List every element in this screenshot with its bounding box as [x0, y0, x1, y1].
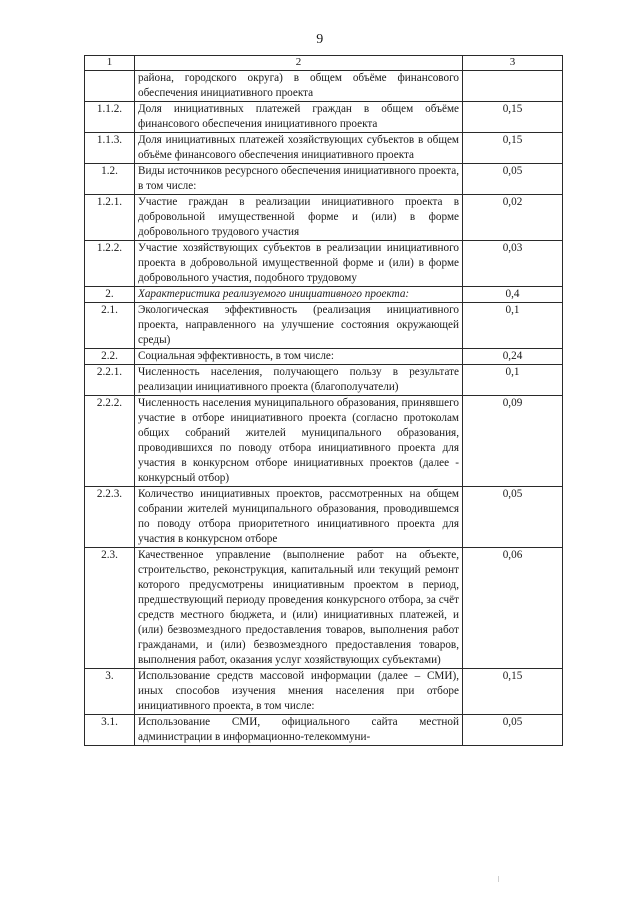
row-weight-value: 0,02: [463, 195, 563, 241]
row-number: 1.2.1.: [85, 195, 135, 241]
row-weight-value: 0,24: [463, 349, 563, 365]
row-criterion-text: Доля инициативных платежей хозяйствующих субъектов в общем объёме финансового обеспечения инициативного проекта: [135, 133, 463, 164]
header-col-1: 1: [85, 56, 135, 71]
page-number: 9: [316, 32, 324, 47]
row-criterion-text: Использование СМИ, официального сайта местной администрации в информационно-телекоммуни-: [135, 715, 463, 746]
row-criterion-text: Численность населения муниципального образования, принявшего участие в отборе инициативного проекта (согласно протоколам общих собраний жителей муниципального образования, проводившихся по поводу отбора инициативного проекта для участия в конкурсном отборе инициативных проектов (далее - конкурсный отбор): [135, 396, 463, 487]
table-row: [85, 287, 563, 303]
table-body: [85, 71, 563, 746]
row-criterion-text: Социальная эффективность, в том числе:: [135, 349, 463, 365]
row-number: 2.2.: [85, 349, 135, 365]
row-number: 1.2.2.: [85, 241, 135, 287]
table-row: [85, 164, 563, 195]
header-col-3: 3: [463, 56, 563, 71]
row-number: 2.3.: [85, 548, 135, 669]
row-weight-value: 0,05: [463, 715, 563, 746]
row-weight-value: 0,05: [463, 164, 563, 195]
row-criterion-text: Участие хозяйствующих субъектов в реализации инициативного проекта в добровольной имущественной форме и (или) в форме добровольного участия, подобного трудовому: [135, 241, 463, 287]
row-number: 3.: [85, 669, 135, 715]
table-row: [85, 303, 563, 349]
row-criterion-text: Характеристика реализуемого инициативного проекта:: [135, 287, 463, 303]
row-number: 2.1.: [85, 303, 135, 349]
row-criterion-text: района, городского округа) в общем объёме финансового обеспечения инициативного проекта: [135, 71, 463, 102]
row-number: 2.2.2.: [85, 396, 135, 487]
table-row: [85, 71, 563, 102]
row-criterion-text: Экологическая эффективность (реализация инициативного проекта, направленного на улучшение состояния окружающей среды): [135, 303, 463, 349]
table-row: [85, 715, 563, 746]
table-header-row: [85, 56, 563, 71]
table-row: [85, 548, 563, 669]
table-row: [85, 241, 563, 287]
table-row: [85, 487, 563, 548]
row-criterion-text: Численность населения, получающего пользу в результате реализации инициативного проекта (благополучатели): [135, 365, 463, 396]
row-weight-value: [463, 71, 563, 102]
row-number: 2.2.3.: [85, 487, 135, 548]
row-weight-value: 0,15: [463, 102, 563, 133]
header-col-2: 2: [135, 56, 463, 71]
row-weight-value: 0,03: [463, 241, 563, 287]
scan-mark: [498, 876, 499, 882]
row-weight-value: 0,09: [463, 396, 563, 487]
row-weight-value: 0,06: [463, 548, 563, 669]
table-row: [85, 669, 563, 715]
row-number: [85, 71, 135, 102]
criteria-table: [84, 55, 563, 746]
row-number: 1.1.3.: [85, 133, 135, 164]
row-criterion-text: Использование средств массовой информации (далее – СМИ), иных способов изучения мнения населения при отборе инициативного проекта, в том числе:: [135, 669, 463, 715]
table-row: [85, 396, 563, 487]
row-weight-value: 0,1: [463, 365, 563, 396]
table-row: [85, 133, 563, 164]
row-number: 1.2.: [85, 164, 135, 195]
row-number: 3.1.: [85, 715, 135, 746]
row-number: 1.1.2.: [85, 102, 135, 133]
row-criterion-text: Виды источников ресурсного обеспечения инициативного проекта, в том числе:: [135, 164, 463, 195]
table-row: [85, 195, 563, 241]
table-row: [85, 365, 563, 396]
table-row: [85, 349, 563, 365]
row-weight-value: 0,1: [463, 303, 563, 349]
table-row: [85, 102, 563, 133]
row-weight-value: 0,4: [463, 287, 563, 303]
row-criterion-text: Качественное управление (выполнение работ на объекте, строительство, реконструкция, капитальный или текущий ремонт которого предусмотрены инициативным проектом в период, предшествующий периоду проведения конкурсного отбора, за счёт средств местного бюджета, и (или) инициативных платежей, и (или) безвозмездного предоставления товаров, выполнения работ гражданами, и (или) безвозмездного предоставления товаров, выполнения работ, оказания услуг хозяйствующих субъектами): [135, 548, 463, 669]
row-weight-value: 0,15: [463, 669, 563, 715]
row-number: 2.: [85, 287, 135, 303]
row-weight-value: 0,05: [463, 487, 563, 548]
row-criterion-text: Доля инициативных платежей граждан в общем объёме финансового обеспечения инициативного проекта: [135, 102, 463, 133]
row-number: 2.2.1.: [85, 365, 135, 396]
row-criterion-text: Количество инициативных проектов, рассмотренных на общем собрании жителей муниципального образования, проводившемся по поводу отбора приоритетного инициативного проекта для участия в конкурсном отборе: [135, 487, 463, 548]
row-criterion-text: Участие граждан в реализации инициативного проекта в добровольной имущественной форме и (или) в форме добровольного трудового участия: [135, 195, 463, 241]
row-weight-value: 0,15: [463, 133, 563, 164]
